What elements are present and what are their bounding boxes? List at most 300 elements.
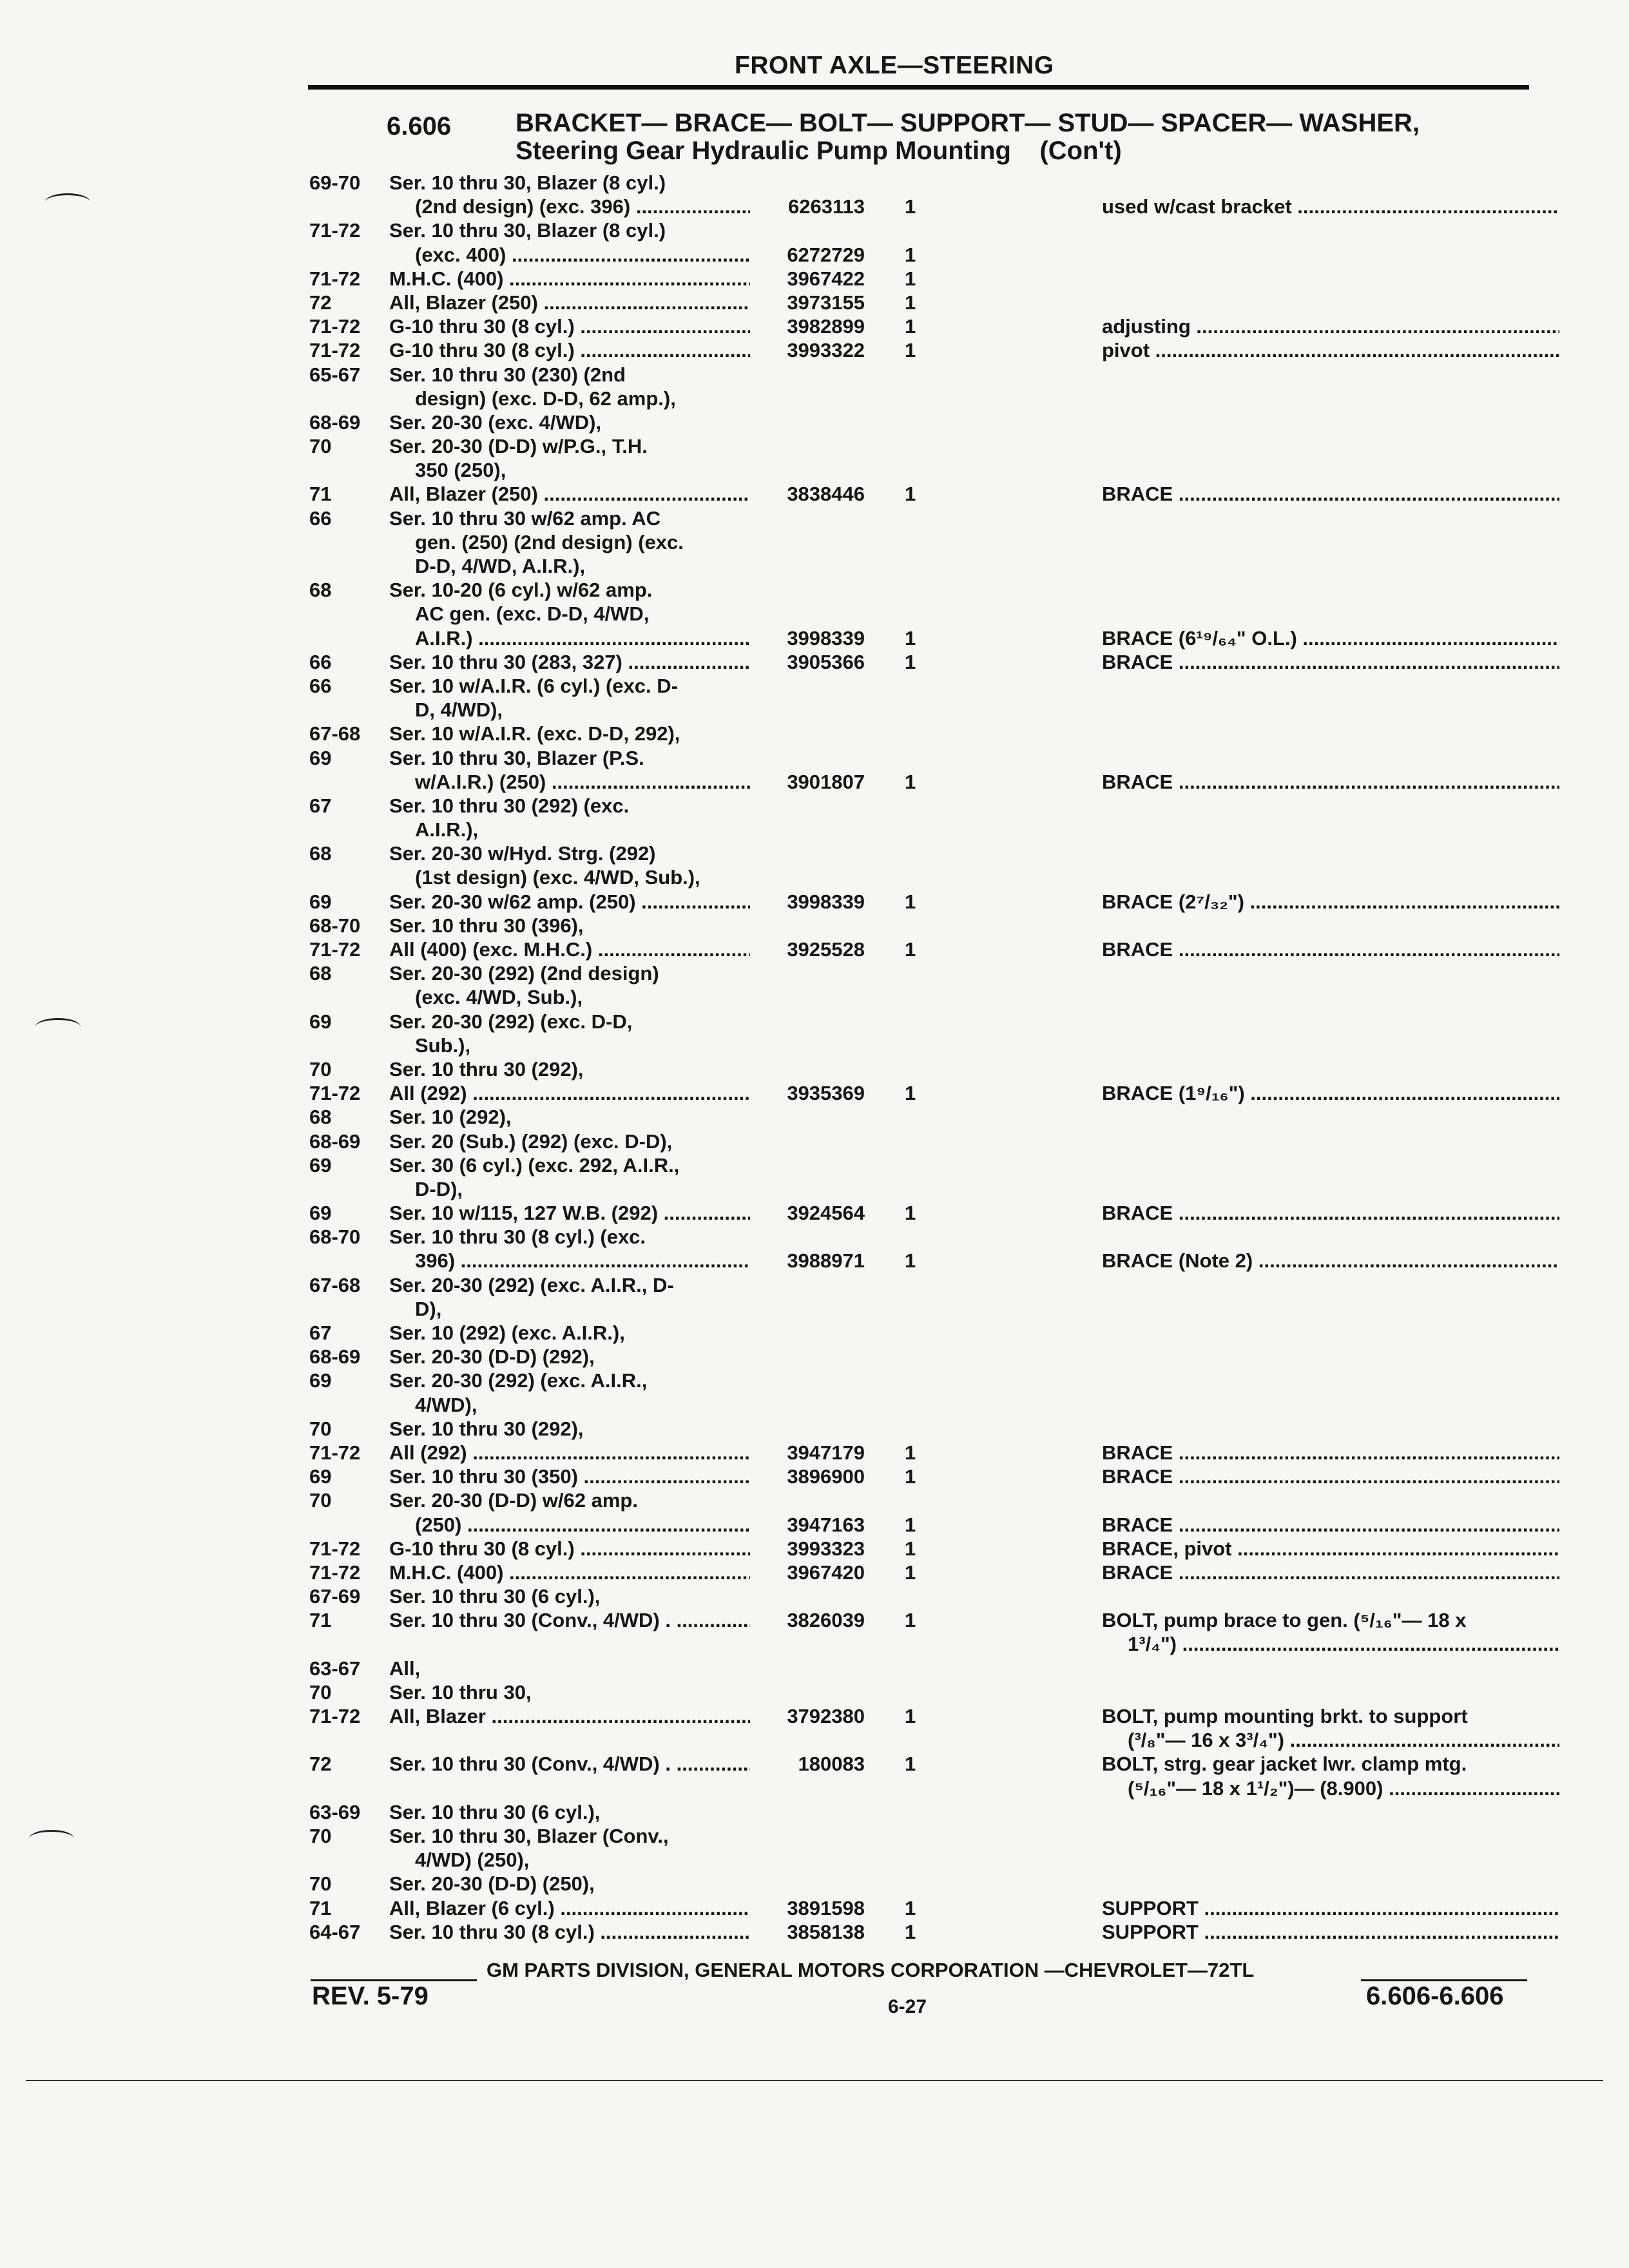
table-row — [0, 338, 1629, 362]
part-name: 1³/₄") ..... — [1102, 1632, 1559, 1656]
quantity — [865, 841, 982, 865]
part-name — [1102, 794, 1559, 818]
footer-rule-left — [311, 1979, 477, 1981]
application-description: D), — [415, 1297, 442, 1320]
quantity — [865, 578, 982, 602]
application-description: All, — [389, 1657, 421, 1680]
quantity — [865, 1153, 982, 1177]
part-name — [1102, 218, 1559, 242]
part-name — [1102, 1872, 1559, 1896]
quantity: 1 — [905, 315, 916, 338]
application-description: Ser. 10 thru 30, Blazer (P.S. — [389, 746, 644, 769]
table-row — [0, 1896, 1629, 1920]
application-description: Ser. 10 w/A.I.R. (6 cyl.) (exc. D- — [389, 674, 678, 697]
quantity: 1 — [905, 1609, 916, 1632]
quantity: 1 — [905, 1896, 916, 1919]
table-row — [0, 770, 1629, 794]
application-description: Ser. 10 thru 30 (6 cyl.), — [389, 1800, 601, 1823]
application-description: Ser. 10 thru 30 (8 cyl.) (exc. — [389, 1225, 646, 1249]
application-description: All (400) (exc. M.H.C.) ..... — [387, 937, 750, 961]
quantity — [865, 794, 982, 818]
table-row — [0, 291, 1629, 314]
table-row — [0, 1393, 1629, 1417]
section-title-line-2: Steering Gear Hydraulic Pump Mounting (Con't) — [516, 137, 1122, 165]
year-range — [309, 458, 387, 482]
quantity — [865, 1776, 982, 1800]
part-name — [1102, 1657, 1559, 1680]
table-row — [0, 602, 1629, 626]
quantity: 1 — [905, 267, 916, 290]
part-name — [1102, 1153, 1559, 1177]
quantity — [865, 914, 982, 937]
part-name — [1102, 578, 1559, 602]
part-name — [1102, 506, 1559, 530]
part-number — [750, 961, 865, 985]
part-name: pivot ..... — [1102, 338, 1559, 362]
year-range: 71-72 — [309, 1705, 361, 1727]
table-row — [0, 1657, 1629, 1680]
table-row — [0, 1920, 1629, 1944]
part-name — [1102, 1321, 1559, 1345]
part-number — [750, 698, 865, 722]
quantity — [865, 1177, 982, 1201]
part-name — [1102, 363, 1559, 387]
part-number — [750, 865, 865, 889]
part-number — [750, 794, 865, 818]
table-row — [0, 1081, 1629, 1105]
year-range: 66 — [309, 674, 332, 697]
application-description: Ser. 30 (6 cyl.) (exc. 292, A.I.R., — [389, 1153, 680, 1177]
quantity — [865, 1488, 982, 1512]
table-row — [0, 1273, 1629, 1297]
section-title — [516, 110, 1534, 165]
table-row — [0, 578, 1629, 602]
part-number: 3891598 — [787, 1896, 865, 1919]
quantity — [865, 1657, 982, 1680]
table-row — [0, 865, 1629, 889]
year-range: 69-70 — [309, 171, 361, 194]
quantity — [865, 506, 982, 530]
year-range: 68-70 — [309, 914, 361, 937]
application-description: Ser. 10 thru 30 (6 cyl.), — [389, 1585, 601, 1608]
year-range — [309, 985, 387, 1009]
quantity: 1 — [905, 1082, 916, 1105]
part-name — [1102, 1393, 1559, 1417]
quantity — [865, 1297, 982, 1321]
part-number — [750, 1033, 865, 1057]
year-range — [309, 818, 387, 841]
part-name — [1102, 1680, 1559, 1704]
year-range — [309, 530, 387, 554]
part-name: BRACE ..... — [1102, 1465, 1559, 1488]
part-number — [750, 1129, 865, 1153]
year-range: 71-72 — [309, 1537, 361, 1560]
application-description — [387, 1728, 750, 1752]
quantity: 1 — [905, 1202, 916, 1225]
table-row — [0, 267, 1629, 291]
year-range: 69 — [309, 1465, 332, 1488]
part-number — [750, 1632, 865, 1656]
year-range: 71-72 — [309, 219, 361, 242]
quantity: 1 — [905, 1465, 916, 1488]
application-description: Ser. 10 thru 30 (292), — [389, 1417, 584, 1440]
part-name — [1102, 1010, 1559, 1033]
quantity — [865, 171, 982, 195]
part-name — [1102, 1273, 1559, 1297]
part-name — [1102, 458, 1559, 482]
application-description: Ser. 20-30 (exc. 4/WD), — [389, 410, 602, 434]
year-range: 68-70 — [309, 1225, 361, 1249]
year-range: 69 — [309, 1202, 332, 1225]
table-row — [0, 1584, 1629, 1608]
section-number: 6.606 — [387, 112, 452, 140]
year-range: 71 — [309, 1609, 332, 1632]
part-number — [750, 1728, 865, 1752]
table-row — [0, 314, 1629, 338]
quantity — [865, 1800, 982, 1824]
part-number — [750, 434, 865, 458]
application-description: Ser. 10 w/115, 127 W.B. (292) ..... — [387, 1201, 750, 1225]
table-row — [0, 674, 1629, 698]
part-number — [750, 1105, 865, 1129]
part-name: BRACE (2⁷/₃₂") ..... — [1102, 890, 1559, 914]
quantity — [865, 1728, 982, 1752]
table-row — [0, 387, 1629, 410]
quantity — [865, 218, 982, 242]
part-name — [1102, 1417, 1559, 1441]
part-name: BRACE ..... — [1102, 1513, 1559, 1537]
application-description: Ser. 20-30 (292) (2nd design) — [389, 962, 659, 985]
part-name: BOLT, pump brace to gen. (⁵/₁₆"— 18 x — [1102, 1609, 1467, 1632]
footer-revision: REV. 5-79 — [312, 1982, 429, 2010]
part-number — [750, 1297, 865, 1321]
footer-page-number: 6-27 — [888, 1996, 927, 2017]
quantity — [865, 530, 982, 554]
table-row — [0, 1632, 1629, 1656]
year-range: 69 — [309, 1369, 332, 1392]
quantity — [865, 1105, 982, 1129]
part-number: 3924564 — [787, 1202, 865, 1225]
table-row — [0, 794, 1629, 818]
table-row — [0, 937, 1629, 961]
quantity — [865, 1321, 982, 1345]
year-range: 70 — [309, 1417, 332, 1440]
year-range: 68 — [309, 842, 332, 865]
table-row — [0, 650, 1629, 674]
application-description: Sub.), — [415, 1033, 471, 1057]
year-range — [309, 1848, 387, 1872]
year-range — [309, 626, 387, 650]
table-row — [0, 1608, 1629, 1632]
year-range: 67 — [309, 794, 332, 817]
binder-hole-mark — [35, 1018, 81, 1035]
table-row — [0, 1345, 1629, 1369]
table-row — [0, 626, 1629, 650]
table-row — [0, 1513, 1629, 1537]
application-description: A.I.R.), — [415, 818, 479, 841]
quantity: 1 — [905, 626, 916, 649]
table-row — [0, 961, 1629, 985]
quantity: 1 — [905, 243, 916, 266]
part-number: 3901807 — [787, 770, 865, 793]
quantity: 1 — [905, 1537, 916, 1560]
year-range — [309, 1632, 387, 1656]
part-number — [750, 506, 865, 530]
table-row — [0, 1249, 1629, 1273]
year-range: 72 — [309, 1753, 332, 1776]
application-description: (exc. 400) ..... — [387, 243, 750, 267]
year-range: 70 — [309, 435, 332, 458]
part-name — [1102, 961, 1559, 985]
part-name — [1102, 1297, 1559, 1321]
part-name — [1102, 1033, 1559, 1057]
quantity — [865, 722, 982, 745]
section-title-line-1: BRACKET— BRACE— BOLT— SUPPORT— STUD— SPACER— WASHER, — [516, 109, 1420, 137]
part-number — [750, 1776, 865, 1800]
application-description: design) (exc. D-D, 62 amp.), — [415, 387, 676, 410]
quantity — [865, 410, 982, 434]
part-number — [750, 985, 865, 1009]
part-name — [1102, 722, 1559, 745]
year-range — [309, 602, 387, 626]
table-row — [0, 171, 1629, 195]
part-number — [750, 1321, 865, 1345]
year-range — [309, 243, 387, 267]
application-description: All (292) ..... — [387, 1081, 750, 1105]
part-name — [1102, 841, 1559, 865]
quantity — [865, 818, 982, 841]
table-row — [0, 1704, 1629, 1728]
application-description: All, Blazer (250) ..... — [387, 482, 750, 506]
quantity — [865, 985, 982, 1009]
application-description: 350 (250), — [415, 459, 506, 482]
year-range — [309, 698, 387, 722]
part-name — [1102, 1225, 1559, 1249]
part-name — [1102, 410, 1559, 434]
application-description: D-D), — [415, 1177, 463, 1200]
application-description: Ser. 20-30 (D-D) w/P.G., T.H. — [389, 435, 648, 458]
part-number — [750, 1225, 865, 1249]
part-name — [1102, 1177, 1559, 1201]
application-description: Ser. 20 (Sub.) (292) (exc. D-D), — [389, 1129, 673, 1153]
table-row — [0, 482, 1629, 506]
part-name — [1102, 1488, 1559, 1512]
part-number — [750, 1153, 865, 1177]
part-number: 3838446 — [787, 483, 865, 506]
quantity — [865, 1824, 982, 1848]
part-number — [750, 1369, 865, 1392]
year-range — [309, 1297, 387, 1321]
table-row — [0, 1848, 1629, 1872]
table-row — [0, 1800, 1629, 1824]
part-number — [750, 602, 865, 626]
part-name — [1102, 1129, 1559, 1153]
table-row — [0, 1105, 1629, 1129]
part-name: used w/cast bracket ..... — [1102, 195, 1559, 218]
application-description: Ser. 10 thru 30 (292), — [389, 1057, 584, 1081]
part-number: 180083 — [798, 1753, 865, 1776]
application-description: Ser. 10 thru 30 (350) ..... — [387, 1465, 750, 1488]
table-row — [0, 722, 1629, 745]
year-range: 70 — [309, 1824, 332, 1847]
year-range: 69 — [309, 1010, 332, 1033]
quantity — [865, 1225, 982, 1249]
part-name: BRACE ..... — [1102, 937, 1559, 961]
application-description: G-10 thru 30 (8 cyl.) ..... — [387, 314, 750, 338]
application-description: Ser. 10 thru 30, Blazer (8 cyl.) — [389, 219, 666, 242]
part-number — [750, 218, 865, 242]
year-range: 70 — [309, 1489, 332, 1512]
table-row — [0, 1129, 1629, 1153]
binder-hole-mark — [29, 1830, 74, 1847]
table-row — [0, 1010, 1629, 1033]
year-range — [309, 554, 387, 578]
part-number — [750, 722, 865, 745]
part-number — [750, 841, 865, 865]
quantity — [865, 387, 982, 410]
quantity — [865, 1872, 982, 1896]
part-name: adjusting ..... — [1102, 314, 1559, 338]
part-number — [750, 171, 865, 195]
part-name: SUPPORT ..... — [1102, 1920, 1559, 1944]
part-number — [750, 1800, 865, 1824]
quantity: 1 — [905, 483, 916, 506]
application-description: 4/WD) (250), — [415, 1849, 530, 1872]
table-row — [0, 1488, 1629, 1512]
part-number: 3998339 — [787, 890, 865, 913]
page-header-title: FRONT AXLE—STEERING — [735, 52, 1054, 79]
table-row — [0, 1321, 1629, 1345]
quantity — [865, 1033, 982, 1057]
application-description: AC gen. (exc. D-D, 4/WD, — [415, 602, 650, 626]
part-name: BRACE (6¹⁹/₆₄" O.L.) ..... — [1102, 626, 1559, 650]
table-row — [0, 841, 1629, 865]
year-range: 67 — [309, 1321, 332, 1344]
quantity — [865, 1010, 982, 1033]
application-description: Ser. 10 thru 30 (283, 327) ..... — [387, 650, 750, 674]
year-range — [309, 1033, 387, 1057]
part-number: 6263113 — [788, 195, 865, 218]
application-description: Ser. 10 thru 30, Blazer (8 cyl.) — [389, 171, 666, 194]
part-number: 3998339 — [787, 626, 865, 649]
year-range — [309, 1393, 387, 1417]
table-row — [0, 890, 1629, 914]
application-description: M.H.C. (400) ..... — [387, 267, 750, 291]
year-range: 71 — [309, 1896, 332, 1919]
table-row — [0, 1537, 1629, 1561]
table-row — [0, 1177, 1629, 1201]
year-range: 68-69 — [309, 1129, 361, 1153]
part-number: 3826039 — [787, 1609, 865, 1632]
quantity — [865, 1345, 982, 1369]
year-range — [309, 195, 387, 218]
year-range: 71 — [309, 483, 332, 506]
part-name — [1102, 434, 1559, 458]
table-row — [0, 985, 1629, 1009]
part-number — [750, 746, 865, 770]
part-number — [750, 1345, 865, 1369]
quantity — [865, 458, 982, 482]
application-description: Ser. 20-30 (D-D) w/62 amp. — [389, 1489, 638, 1512]
year-range: 67-68 — [309, 722, 361, 745]
part-number — [750, 1872, 865, 1896]
table-row — [0, 506, 1629, 530]
year-range: 71-72 — [309, 1441, 361, 1464]
application-description: gen. (250) (2nd design) (exc. — [415, 530, 684, 553]
application-description: All, Blazer ..... — [387, 1704, 750, 1728]
part-number: 3947163 — [787, 1513, 865, 1536]
year-range: 68 — [309, 1106, 332, 1129]
part-number — [750, 1488, 865, 1512]
year-range — [309, 387, 387, 410]
application-description: w/A.I.R.) (250) ..... — [387, 770, 750, 794]
table-row — [0, 1369, 1629, 1392]
part-number: 3982899 — [787, 315, 865, 338]
table-row — [0, 1752, 1629, 1776]
application-description: All, Blazer (6 cyl.) ..... — [387, 1896, 750, 1920]
part-name: BOLT, pump mounting brkt. to support — [1102, 1705, 1468, 1727]
part-number — [750, 818, 865, 841]
quantity: 1 — [905, 1753, 916, 1776]
part-name: BRACE, pivot ..... — [1102, 1537, 1559, 1561]
year-range: 66 — [309, 650, 332, 673]
table-row — [0, 1033, 1629, 1057]
table-row — [0, 434, 1629, 458]
part-name: BRACE ..... — [1102, 1441, 1559, 1465]
part-number: 3988971 — [787, 1249, 865, 1273]
table-row — [0, 1728, 1629, 1752]
application-description: Ser. 20-30 (292) (exc. A.I.R., D- — [389, 1273, 674, 1296]
year-range: 68-69 — [309, 410, 361, 434]
part-number: 3792380 — [787, 1705, 865, 1727]
quantity: 1 — [905, 1249, 916, 1273]
quantity — [865, 865, 982, 889]
part-name: SUPPORT ..... — [1102, 1896, 1559, 1920]
part-number — [750, 363, 865, 387]
part-name — [1102, 171, 1559, 195]
quantity — [865, 1369, 982, 1392]
quantity: 1 — [905, 1561, 916, 1584]
part-number — [750, 1273, 865, 1297]
part-number — [750, 578, 865, 602]
application-description: G-10 thru 30 (8 cyl.) ..... — [387, 1537, 750, 1561]
quantity — [865, 1393, 982, 1417]
table-row — [0, 818, 1629, 841]
application-description: Ser. 10 thru 30 (8 cyl.) ..... — [387, 1920, 750, 1944]
quantity: 1 — [905, 1920, 916, 1943]
part-name — [1102, 291, 1559, 314]
part-number: 3993323 — [787, 1537, 865, 1560]
part-number: 3993322 — [787, 339, 865, 362]
quantity — [865, 746, 982, 770]
year-range — [309, 1249, 387, 1273]
part-name — [1102, 985, 1559, 1009]
part-name — [1102, 698, 1559, 722]
part-number: 6272729 — [787, 243, 865, 266]
part-number — [750, 1657, 865, 1680]
table-row — [0, 1441, 1629, 1465]
application-description: Ser. 20-30 w/62 amp. (250) ..... — [387, 890, 750, 914]
table-row — [0, 458, 1629, 482]
quantity — [865, 363, 982, 387]
quantity: 1 — [905, 890, 916, 913]
table-row — [0, 1417, 1629, 1441]
application-description: Ser. 20-30 (D-D) (250), — [389, 1872, 595, 1896]
table-row — [0, 1057, 1629, 1081]
table-row — [0, 1680, 1629, 1704]
application-description: All (292) ..... — [387, 1441, 750, 1465]
application-description: (1st design) (exc. 4/WD, Sub.), — [415, 866, 700, 889]
